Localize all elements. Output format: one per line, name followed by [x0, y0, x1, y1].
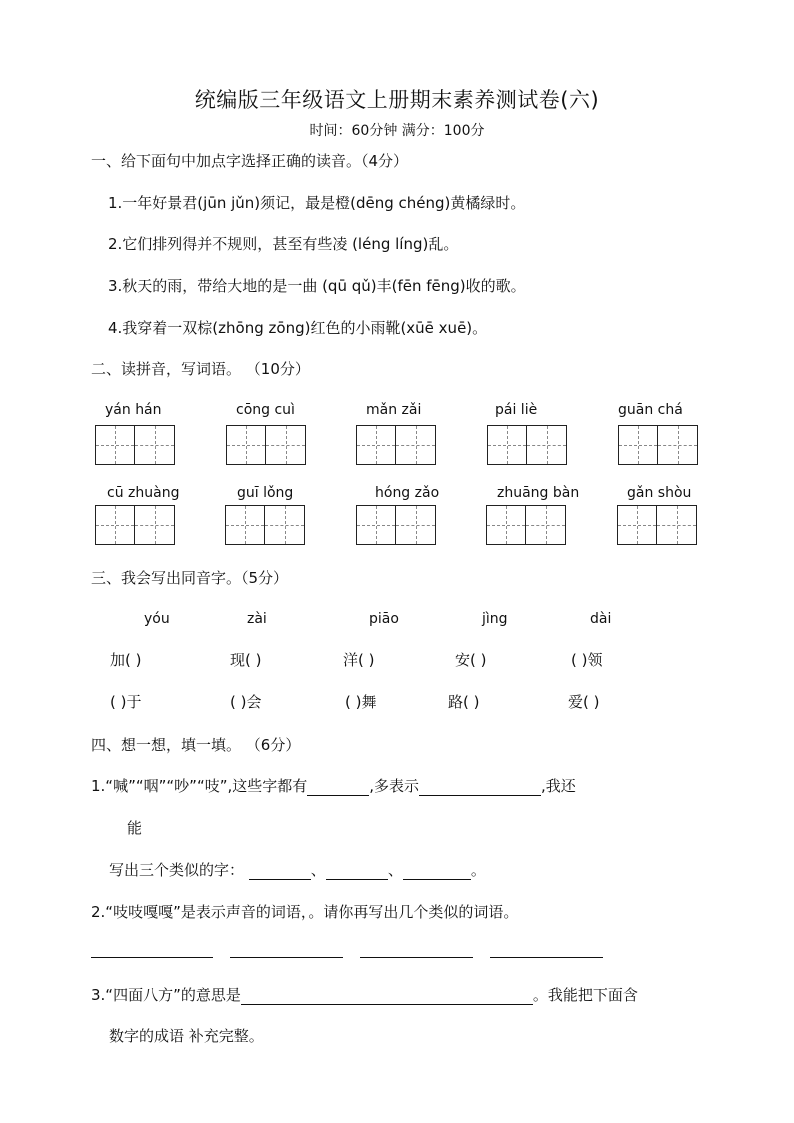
- answer-line[interactable]: [230, 957, 343, 958]
- question-text: ,多表示: [369, 777, 420, 795]
- homophone-blank[interactable]: ( )领: [571, 651, 603, 669]
- writing-grid[interactable]: [356, 505, 436, 545]
- pinyin-label: gǎn shòu: [627, 485, 692, 501]
- homophone-blank[interactable]: ( )会: [230, 693, 262, 711]
- homophone-blank[interactable]: ( )舞: [345, 693, 377, 711]
- homophone-blank[interactable]: 安( ): [455, 651, 487, 669]
- page-title: 统编版三年级语文上册期末素养测试卷(六): [194, 88, 600, 112]
- pinyin-label: cū zhuàng: [107, 485, 180, 501]
- question-1-4: 4.我穿着一双棕(zhōng zōng)红色的小雨靴(xūē xuē)。: [108, 319, 488, 337]
- answer-blank[interactable]: [326, 863, 388, 880]
- pinyin-label: yán hán: [105, 402, 162, 418]
- answer-blank[interactable]: [403, 863, 471, 880]
- pinyin-label: cōng cuì: [236, 402, 295, 418]
- pinyin-label: piāo: [369, 611, 399, 627]
- exam-info: 时间：60分钟 满分：100分: [309, 123, 485, 139]
- pinyin-label: guī lǒng: [237, 485, 294, 501]
- pinyin-label: pái liè: [495, 402, 538, 418]
- answer-blank[interactable]: [419, 779, 541, 796]
- question-4-3-line-1: [91, 984, 638, 1005]
- pinyin-label: hóng zǎo: [375, 485, 440, 501]
- pinyin-label: dài: [590, 611, 612, 627]
- separator: 、: [387, 861, 403, 879]
- writing-grid[interactable]: [95, 425, 175, 465]
- period: 。: [470, 861, 486, 879]
- question-4-2: 2.“吱吱嘎嘎”是表示声音的词语，。请你再写出几个类似的词语。: [91, 903, 519, 921]
- pinyin-label: jìng: [482, 611, 508, 627]
- homophone-blank[interactable]: 路( ): [448, 693, 480, 711]
- writing-grid[interactable]: [226, 425, 306, 465]
- question-text: 3.“四面八方”的意思是: [91, 986, 241, 1004]
- question-1-1: 1.一年好景君(jūn jǔn)须记，最是橙(dēng chéng)黄橘绿时。: [108, 194, 526, 212]
- answer-line[interactable]: [91, 957, 213, 958]
- answer-blank[interactable]: [307, 779, 369, 796]
- pinyin-label: zài: [247, 611, 267, 627]
- writing-grid[interactable]: [225, 505, 305, 545]
- pinyin-label: yóu: [144, 611, 170, 627]
- answer-blank[interactable]: [241, 988, 533, 1005]
- writing-grid[interactable]: [487, 425, 567, 465]
- question-4-1-line-1: [91, 775, 576, 796]
- homophone-blank[interactable]: 洋( ): [343, 651, 375, 669]
- writing-grid[interactable]: [618, 425, 698, 465]
- question-1-2: 2.它们排列得并不规则，甚至有些凌 (léng líng)乱。: [108, 235, 459, 253]
- homophone-blank[interactable]: 加( ): [110, 651, 142, 669]
- answer-blank[interactable]: [249, 863, 311, 880]
- answer-line[interactable]: [360, 957, 473, 958]
- question-1-3: 3.秋天的雨，带给大地的是一曲 (qū qǔ)丰(fēn fēng)收的歌。: [108, 277, 526, 295]
- pinyin-label: mǎn zǎi: [366, 402, 422, 418]
- question-4-3-line-2: 数字的成语 补充完整。: [109, 1027, 264, 1045]
- section-4-heading: 四、想一想，填一填。 （6分）: [91, 736, 301, 754]
- question-text: 。我能把下面含: [532, 986, 638, 1004]
- homophone-blank[interactable]: 爱( ): [568, 693, 600, 711]
- question-text: 能: [127, 819, 143, 837]
- homophone-blank[interactable]: 现( ): [230, 651, 262, 669]
- writing-grid[interactable]: [617, 505, 697, 545]
- section-1-heading: 一、给下面句中加点字选择正确的读音。（4分）: [91, 152, 409, 170]
- pinyin-label: guān chá: [618, 402, 683, 418]
- separator: 、: [310, 861, 326, 879]
- answer-line[interactable]: [490, 957, 603, 958]
- writing-grid[interactable]: [95, 505, 175, 545]
- question-text: 写出三个类似的字：: [109, 861, 245, 879]
- writing-grid[interactable]: [486, 505, 566, 545]
- homophone-blank[interactable]: ( )于: [110, 693, 142, 711]
- writing-grid[interactable]: [356, 425, 436, 465]
- question-text: 1.“喊”“咽”“吵”“吱”,这些字都有: [91, 777, 308, 795]
- pinyin-label: zhuāng bàn: [497, 485, 580, 501]
- section-2-heading: 二、读拼音，写词语。 （10分）: [91, 360, 310, 378]
- question-text: ,我还: [541, 777, 576, 795]
- question-4-1-line-2: [109, 859, 486, 880]
- section-3-heading: 三、我会写出同音字。（5分）: [91, 569, 289, 587]
